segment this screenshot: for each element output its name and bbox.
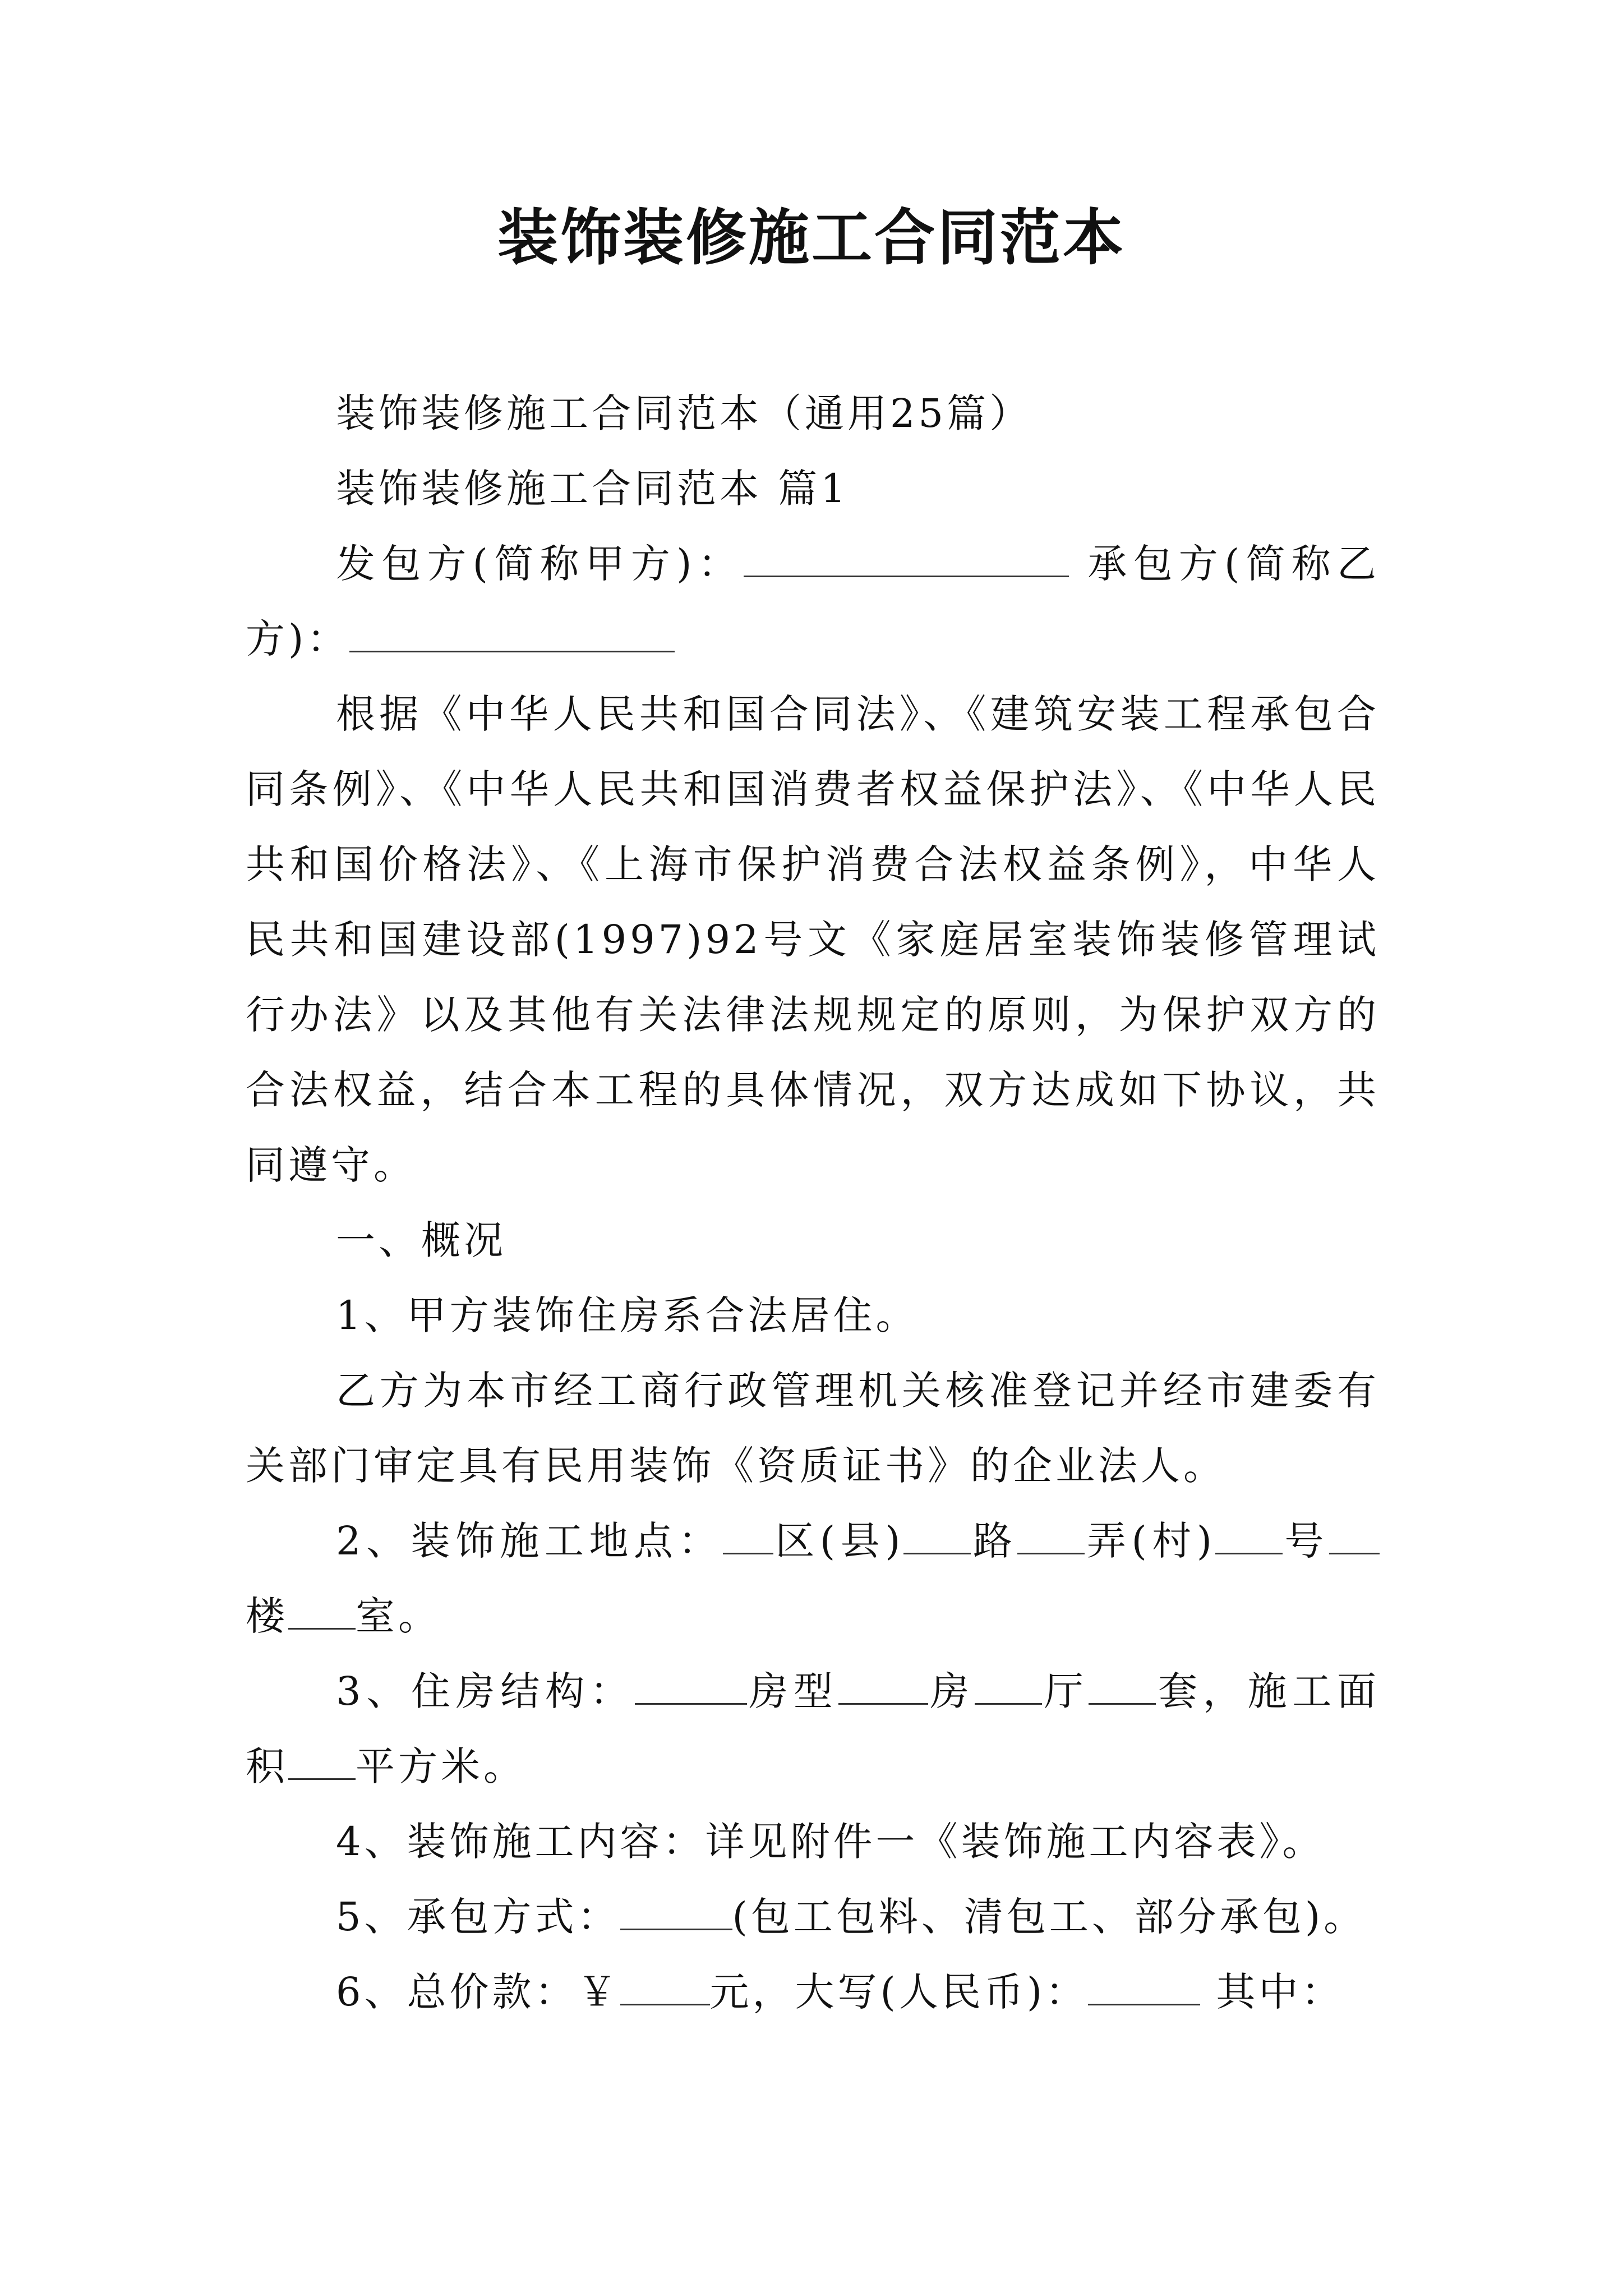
item-4: 4、装饰施工内容：详见附件一《装饰施工内容表》。 xyxy=(336,1819,1325,1865)
halls-label: 厅 xyxy=(1042,1668,1089,1714)
document-title: 装饰装修施工合同范本 xyxy=(497,203,1126,273)
type-blank xyxy=(635,1670,747,1705)
item-3-structure xyxy=(246,1654,1380,1804)
number-blank xyxy=(1215,1520,1283,1555)
item-3-prefix: 3、住房结构： xyxy=(336,1668,635,1714)
item-5-prefix: 5、承包方式： xyxy=(336,1894,620,1940)
contractor-blank xyxy=(349,618,675,653)
road-blank xyxy=(903,1520,971,1555)
item-6-unit: 元，大写(人民币)： xyxy=(709,1969,1089,2015)
building-blank xyxy=(1329,1520,1380,1555)
room-label: 室。 xyxy=(356,1593,441,1639)
halls-blank xyxy=(975,1670,1042,1705)
item-6-suffix: 其中： xyxy=(1200,1969,1344,2015)
item-6-price xyxy=(246,1954,1380,2030)
type-label: 房型 xyxy=(746,1668,838,1714)
document-body xyxy=(246,376,1380,2030)
room-blank xyxy=(288,1595,356,1630)
amount-words-blank xyxy=(1088,1971,1200,2006)
number-label: 号 xyxy=(1283,1518,1330,1564)
item-5-method xyxy=(246,1879,1380,1954)
area-label: 平方米。 xyxy=(356,1743,526,1789)
road-label: 路 xyxy=(971,1518,1018,1564)
price-blank xyxy=(620,1971,710,2006)
item-2-address xyxy=(246,1503,1380,1654)
lane-blank xyxy=(1017,1520,1085,1555)
item-6-prefix: 6、总价款：￥ xyxy=(336,1969,620,2015)
rooms-label: 房 xyxy=(928,1668,975,1714)
chapter-heading: 装饰装修施工合同范本 篇1 xyxy=(336,466,849,512)
area-blank xyxy=(288,1745,356,1780)
method-blank xyxy=(620,1895,732,1931)
subtitle: 装饰装修施工合同范本（通用25篇） xyxy=(336,390,1032,436)
item-1-continued: 乙方为本市经工商行政管理机关核准登记并经市建委有关部门审定具有民用装饰《资质证书》的企业法人。 xyxy=(246,1368,1380,1489)
preamble-paragraph: 根据《中华人民共和国合同法》、《建筑安装工程承包合同条例》、《中华人民共和国消费者权益保护法》、《中华人民共和国价格法》、《上海市保护消费合法权益条例》，中华人民共和国建设部(1997)92号文《家庭居室装饰装修管理试行办法》以及其他有关法律法规规定的原则，为保护双方的合法权益，结合本工程的具体情况，双方达成如下协议，共同遵守。 xyxy=(246,691,1380,1188)
sets-blank xyxy=(1089,1670,1156,1705)
rooms-blank xyxy=(838,1670,928,1705)
contractor-label: 承包方(简称乙方)： xyxy=(246,541,1380,662)
parties-line xyxy=(246,526,1380,677)
district-blank xyxy=(723,1520,773,1555)
employer-blank xyxy=(744,542,1069,578)
item-2-prefix: 2、装饰施工地点： xyxy=(336,1518,723,1564)
employer-label: 发包方(简称甲方)： xyxy=(336,541,744,587)
item-5-options: (包工包料、清包工、部分承包)。 xyxy=(732,1894,1367,1940)
lane-label: 弄(村) xyxy=(1085,1518,1216,1564)
item-1: 1、甲方装饰住房系合法居住。 xyxy=(336,1292,919,1338)
sets-label: 套，施工面积 xyxy=(246,1668,1380,1789)
building-label: 楼 xyxy=(246,1593,288,1639)
section-heading: 一、概况 xyxy=(336,1217,506,1263)
district-label: 区(县) xyxy=(773,1518,904,1564)
